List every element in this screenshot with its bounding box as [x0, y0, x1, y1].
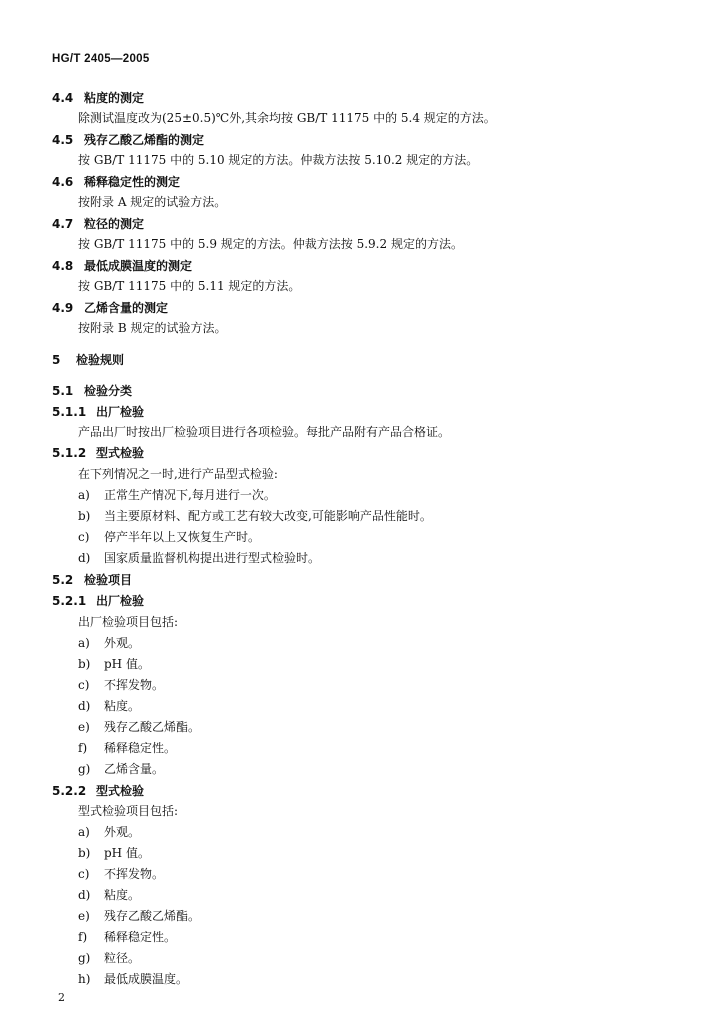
- section-number: 5.2.2: [52, 784, 87, 798]
- list-item: [78, 529, 260, 545]
- item-marker: a): [78, 636, 90, 650]
- item-text: 粘度。: [104, 888, 141, 902]
- item-marker: c): [78, 530, 90, 544]
- section-title: 残存乙酸乙烯酯的测定: [84, 133, 205, 147]
- section-title: 粘度的测定: [84, 91, 145, 105]
- list-item: [78, 487, 276, 503]
- section-heading: [52, 383, 132, 399]
- item-marker: e): [78, 909, 90, 923]
- item-marker: e): [78, 720, 90, 734]
- list-item: [78, 929, 176, 945]
- section-title: 出厂检验: [96, 405, 145, 419]
- item-marker: b): [78, 846, 91, 860]
- section-heading: [52, 174, 180, 190]
- item-marker: h): [78, 972, 91, 986]
- section-title: 粒径的测定: [84, 217, 145, 231]
- section-number: 4.7: [52, 217, 74, 231]
- section-number: 4.5: [52, 133, 74, 147]
- item-text: 残存乙酸乙烯酯。: [104, 909, 201, 923]
- item-text: pH 值。: [104, 657, 150, 671]
- section-heading: [52, 300, 168, 316]
- list-item: [78, 971, 188, 987]
- page-number: 2: [58, 991, 65, 1004]
- subsection-heading: [52, 445, 144, 461]
- section-number: 4.6: [52, 175, 74, 189]
- chapter-heading: [52, 352, 124, 368]
- item-text: pH 值。: [104, 846, 150, 860]
- item-text: 稀释稳定性。: [104, 741, 177, 755]
- item-marker: f): [78, 930, 88, 944]
- item-text: 不挥发物。: [104, 678, 165, 692]
- section-title: 检验分类: [84, 384, 133, 398]
- item-text: 乙烯含量。: [104, 762, 165, 776]
- section-number: 4.8: [52, 259, 74, 273]
- list-item: [78, 740, 176, 756]
- list-intro: 在下列情况之一时,进行产品型式检验:: [78, 467, 278, 481]
- item-marker: a): [78, 488, 90, 502]
- section-body: 按附录 A 规定的试验方法。: [78, 195, 227, 209]
- section-body: 按 GB/T 11175 中的 5.10 规定的方法。仲裁方法按 5.10.2 规定的方法。: [78, 153, 479, 167]
- list-item: [78, 656, 150, 672]
- section-number: 4.4: [52, 91, 74, 105]
- section-title: 最低成膜温度的测定: [84, 259, 193, 273]
- section-body: 按附录 B 规定的试验方法。: [78, 321, 227, 335]
- item-marker: c): [78, 867, 90, 881]
- section-body: 按 GB/T 11175 中的 5.9 规定的方法。仲裁方法按 5.9.2 规定的方法。: [78, 237, 463, 251]
- section-number: 5.1.2: [52, 446, 87, 460]
- item-text: 国家质量监督机构提出进行型式检验时。: [104, 551, 321, 565]
- section-heading: [52, 132, 204, 148]
- item-text: 外观。: [104, 825, 141, 839]
- item-text: 外观。: [104, 636, 141, 650]
- list-item: [78, 677, 164, 693]
- list-item: [78, 866, 164, 882]
- section-title: 乙烯含量的测定: [84, 301, 169, 315]
- item-marker: d): [78, 551, 91, 565]
- item-text: 正常生产情况下,每月进行一次。: [104, 488, 276, 502]
- item-text: 粒径。: [104, 951, 141, 965]
- list-item: [78, 698, 140, 714]
- list-item: [78, 761, 164, 777]
- list-item: [78, 824, 140, 840]
- item-marker: f): [78, 741, 88, 755]
- section-title: 检验项目: [84, 573, 133, 587]
- item-marker: d): [78, 699, 91, 713]
- section-heading: [52, 572, 132, 588]
- item-text: 粘度。: [104, 699, 141, 713]
- section-title: 稀释稳定性的测定: [84, 175, 181, 189]
- item-marker: b): [78, 657, 91, 671]
- list-item: [78, 887, 140, 903]
- standard-code: HG/T 2405—2005: [52, 53, 150, 65]
- item-text: 残存乙酸乙烯酯。: [104, 720, 201, 734]
- section-title: 出厂检验: [96, 594, 145, 608]
- chapter-title: 检验规则: [76, 353, 125, 367]
- list-item: [78, 845, 150, 861]
- item-marker: d): [78, 888, 91, 902]
- item-marker: c): [78, 678, 90, 692]
- item-text: 停产半年以上又恢复生产时。: [104, 530, 261, 544]
- section-number: 5.1.1: [52, 405, 87, 419]
- section-heading: [52, 216, 144, 232]
- section-body: 除测试温度改为(25±0.5)℃外,其余均按 GB/T 11175 中的 5.4 规定的方法。: [78, 111, 496, 125]
- item-marker: b): [78, 509, 91, 523]
- section-heading: [52, 90, 144, 106]
- item-text: 稀释稳定性。: [104, 930, 177, 944]
- section-title: 型式检验: [96, 446, 145, 460]
- item-text: 最低成膜温度。: [104, 972, 189, 986]
- item-marker: a): [78, 825, 90, 839]
- section-body: 产品出厂时按出厂检验项目进行各项检验。每批产品附有产品合格证。: [78, 425, 451, 439]
- section-number: 5.2.1: [52, 594, 87, 608]
- section-number: 4.9: [52, 301, 74, 315]
- list-item: [78, 635, 140, 651]
- list-item: [78, 908, 200, 924]
- chapter-number: 5: [52, 353, 61, 367]
- subsection-heading: [52, 593, 144, 609]
- section-title: 型式检验: [96, 784, 145, 798]
- list-item: [78, 550, 320, 566]
- section-heading: [52, 258, 192, 274]
- item-marker: g): [78, 762, 91, 776]
- section-number: 5.2: [52, 573, 74, 587]
- item-marker: g): [78, 951, 91, 965]
- list-intro: 出厂检验项目包括:: [78, 615, 179, 629]
- list-item: [78, 719, 200, 735]
- item-text: 不挥发物。: [104, 867, 165, 881]
- list-item: [78, 508, 432, 524]
- list-item: [78, 950, 140, 966]
- list-intro: 型式检验项目包括:: [78, 804, 179, 818]
- section-number: 5.1: [52, 384, 74, 398]
- subsection-heading: [52, 783, 144, 799]
- section-body: 按 GB/T 11175 中的 5.11 规定的方法。: [78, 279, 301, 293]
- subsection-heading: [52, 404, 144, 420]
- item-text: 当主要原材料、配方或工艺有较大改变,可能影响产品性能时。: [104, 509, 432, 523]
